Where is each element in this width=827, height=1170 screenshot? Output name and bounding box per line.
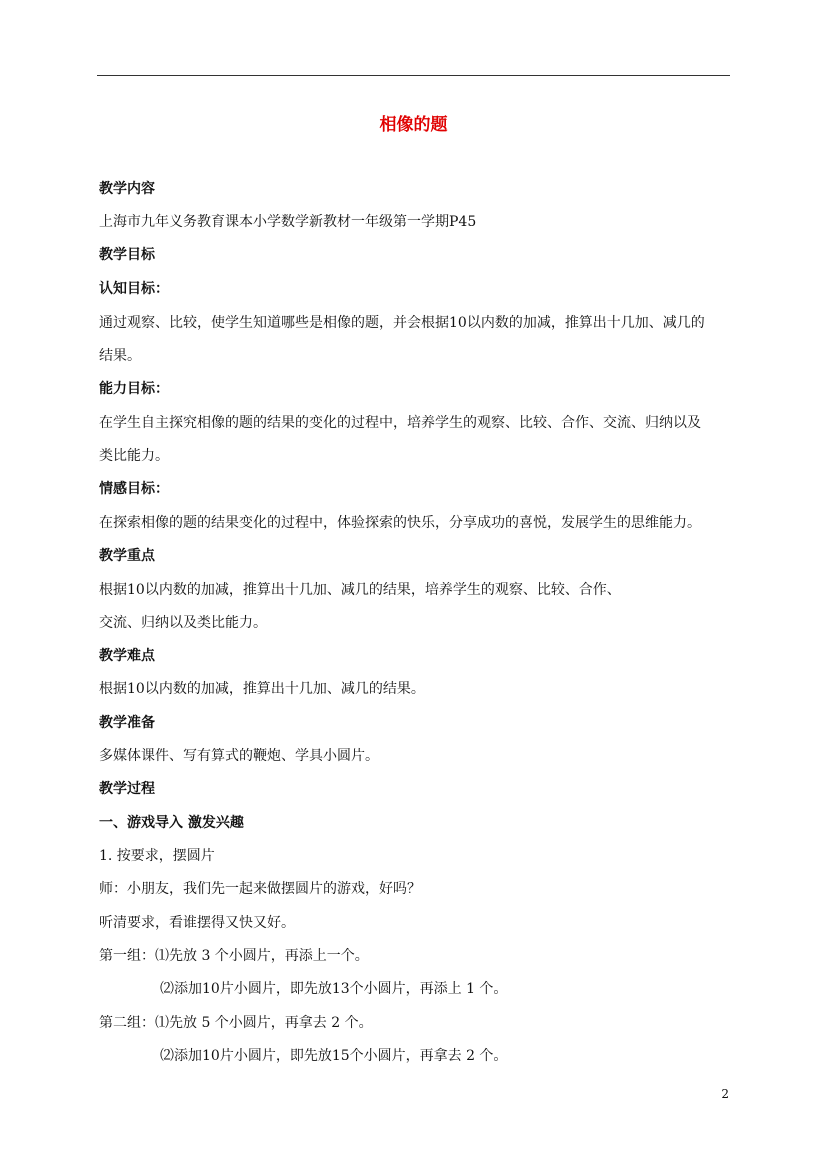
subheading-emotional-goal: 情感目标： — [99, 481, 169, 497]
paragraph-line: 师：小朋友，我们先一起来做摆圆片的游戏，好吗？ — [99, 881, 421, 897]
heading-difficult-points: 教学难点 — [99, 648, 155, 664]
paragraph-line: 上海市九年义务教育课本小学数学新教材一年级第一学期P45 — [99, 214, 477, 230]
paragraph-line: 根据10以内数的加减，推算出十几加、减几的结果。 — [99, 681, 425, 697]
subheading-ability-goal: 能力目标： — [99, 381, 169, 397]
paragraph-line: 根据10以内数的加减，推算出十几加、减几的结果，培养学生的观察、比较、合作、 — [99, 582, 621, 598]
paragraph-line: 第一组：⑴先放 3 个小圆片，再添上一个。 — [99, 948, 369, 964]
section-heading-game-intro: 一、游戏导入 激发兴趣 — [99, 815, 244, 831]
document-title: 相像的题 — [379, 115, 448, 135]
paragraph-line: 第二组：⑴先放 5 个小圆片，再拿去 2 个。 — [99, 1015, 373, 1031]
page-number: 2 — [721, 1087, 729, 1101]
heading-key-points: 教学重点 — [99, 548, 155, 564]
paragraph-line: 1. 按要求，摆圆片 — [99, 848, 215, 864]
paragraph-line-indented: ⑵添加10片小圆片，即先放15个小圆片，再拿去 2 个。 — [160, 1048, 508, 1064]
heading-teaching-content: 教学内容 — [99, 181, 155, 197]
subheading-cognitive-goal: 认知目标： — [99, 281, 169, 297]
paragraph-line: 结果。 — [99, 348, 141, 364]
paragraph-line: 听清要求，看谁摆得又快又好。 — [99, 915, 295, 931]
paragraph-line: 多媒体课件、写有算式的鞭炮、学具小圆片。 — [99, 748, 379, 764]
heading-teaching-process: 教学过程 — [99, 781, 155, 797]
heading-teaching-goals: 教学目标 — [99, 247, 155, 263]
paragraph-line: 交流、归纳以及类比能力。 — [99, 615, 267, 631]
paragraph-line: 在学生自主探究相像的题的结果的变化的过程中，培养学生的观察、比较、合作、交流、归纳以及 — [99, 415, 701, 431]
paragraph-line: 在探索相像的题的结果变化的过程中，体验探索的快乐，分享成功的喜悦，发展学生的思维能力。 — [99, 515, 701, 531]
paragraph-line: 通过观察、比较，使学生知道哪些是相像的题，并会根据10以内数的加减，推算出十几加、减几的 — [99, 315, 705, 331]
paragraph-line: 类比能力。 — [99, 448, 169, 464]
heading-preparation: 教学准备 — [99, 715, 155, 731]
paragraph-line-indented: ⑵添加10片小圆片，即先放13个小圆片，再添上 1 个。 — [160, 981, 508, 997]
header-rule — [97, 75, 730, 76]
